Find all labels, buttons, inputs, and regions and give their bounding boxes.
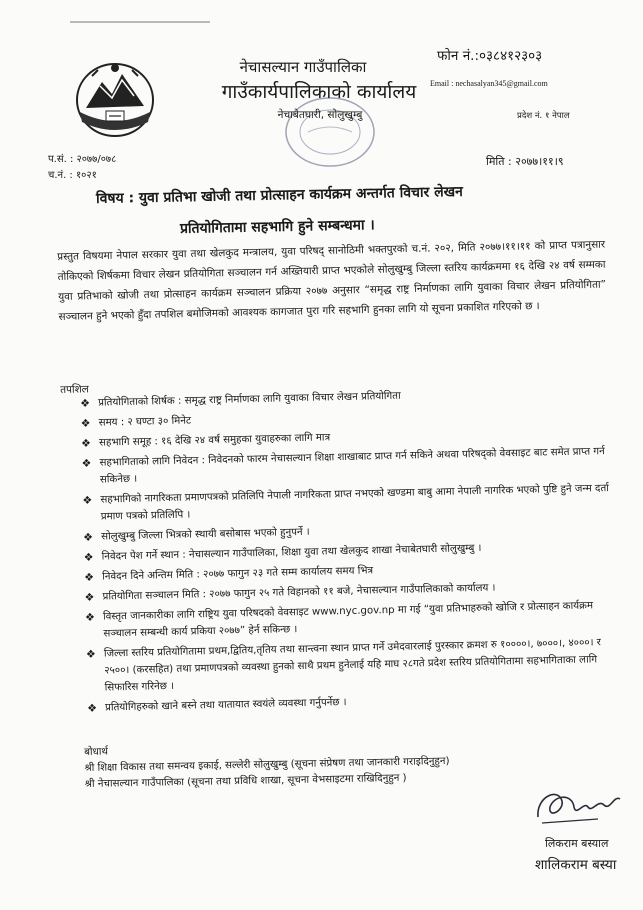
diamond-bullet-icon: ❖: [83, 530, 94, 544]
diamond-bullet-icon: ❖: [84, 610, 96, 624]
list-item: ❖ समय : २ घण्टा ३० मिनेट: [80, 415, 192, 430]
diamond-bullet-icon: ❖: [83, 570, 95, 584]
office-address: नेचाबेतघारी, सोलुखुम्बु: [277, 109, 363, 121]
list-item: ❖ सोलुखुम्बु जिल्ला भित्रको स्थायी बसोबास भएको हुनुपर्ने ।: [83, 526, 310, 544]
list-item: ❖ विस्तृत जानकारीका लागि राष्ट्रिय युवा परिषदको वेवसाइट www.nyc.gov.np मा गई “युवा प्रतिभाहरुको खोजि र प्रोत्साहन कार्यक्रम सञ्चालन सम्बन्धी कार्य प्रकिया २०७७” हेर्न सकिन्छ ।: [84, 600, 594, 640]
diamond-bullet-icon: ❖: [80, 416, 91, 430]
letter-date: मिति : २०७७।११।९: [486, 155, 564, 168]
phone-number: फोन नं.:०३८४१२३०३: [437, 48, 543, 64]
diamond-bullet-icon: ❖: [80, 436, 92, 450]
copy-to-line: श्री नेचासल्यान गाउँपालिका (सूचना तथा प्रविधि शाखा, सूचना वेभसाइटमा राखिदिनुहुन ): [84, 772, 407, 790]
email-address: Email : nechasalyan345@gmail.com: [430, 79, 548, 88]
province-label: प्रदेश नं. १ नेपाल: [517, 111, 570, 121]
office-stamp: [268, 92, 388, 172]
list-item: ❖ जिल्ला स्तरिय प्रतियोगितामा प्रथम,द्वितिय,तृतिय तथा सान्त्वना स्थान प्राप्त गर्ने उमेदवारलाई पुरस्कार क्रमश रु १००००।, ७०००।, ४०००। र २५००। (करसहित) तथा प्रमाणपत्रको व्यवस्था हुनको साथै प्रथम हुनेलाई यहि माघ २८गते प्रदेश स्तरिय प्रतियोगितामा सहभागिताका लागि सिफारिस गरिनेछ ।: [85, 637, 602, 694]
details-list: [80, 383, 625, 720]
signatory-name: शालिकराम बस्या: [535, 857, 617, 873]
subject-line-1: विषय : युवा प्रतिभा खोजी तथा प्रोत्साहन कार्यक्रम अन्तर्गत विचार लेखन: [95, 183, 464, 207]
details-heading: तपशिल: [60, 383, 89, 396]
subject-line-2: प्रतियोगितामा सहभागि हुने सम्बन्धमा ।: [179, 217, 375, 237]
body-paragraph: प्रस्तुत विषयमा नेपाल सरकार युवा तथा खेलकुद मन्त्रालय, युवा परिषद् सानोठिमी भक्तपुरको च.नं. २०२, मिति २०७७।११।११ को प्राप्त पत्रानुसार तोकिएको शिर्षकमा विचार लेखन प्रतियोगिता सञ्चालन गर्न अख्तियारी प्राप्त भएकोले सोलुखुम्बु जिल्ला स्तरिय कार्यक्रममा १६ देखि २४ वर्ष सम्मका युवा प्रतिभाको खोजी तथा प्रोत्साहन कार्यक्रम सञ्चालन प्रक्रिया २०७७ अनुसार “समृद्ध राष्ट्र निर्माणका लागि युवाका विचार लेखन प्रतियोगिता” सञ्चालन हुने भएको हुँदा तपशिल बमोजिमको आवश्यक कागजात पुरा गरि सहभागि हुनका लागि यो सूचना प्रकाशित गरिएको छ ।: [57, 238, 607, 323]
letter-reference-number: प.सं. : २०७७/०७८: [48, 154, 117, 165]
list-item: ❖ निवेदन दिने अन्तिम मिति : २०७७ फागुन २३ गते सम्म कार्यालय समय भित्र: [83, 565, 374, 584]
nepal-emblem-logo: [72, 56, 158, 140]
diamond-bullet-icon: ❖: [82, 493, 93, 507]
list-item: ❖ प्रतियोगिहरुको खाने बस्ने तथा यातायात स्वयंले व्यवस्था गर्नुपर्नेछ ।: [86, 697, 347, 715]
diamond-bullet-icon: ❖: [81, 456, 92, 470]
municipality-name: नेचासल्यान गाउँपालिका: [239, 58, 367, 76]
list-item: ❖ सहभागि समूह : १६ देखि २४ वर्ष समुहका युवाहरुका लागि मात्र: [80, 432, 331, 450]
letter-body: [57, 235, 607, 331]
list-item: ❖ सहभागिको नागरिकता प्रमाणपत्रको प्रतिलिपि नेपाली नागरिकता प्राप्त नभएको खण्डमा बाबु आमा नेपाली नागरिक भएको पुष्टि हुने जन्म दर्ता प्रमाण पत्रको प्रतिलिपि ।: [82, 483, 609, 523]
list-item: ❖ प्रतियोगिता सञ्चालन मिति : २०७७ फागुन २५ गते विहानको ११ बजे, नेचासल्यान गाउँपालिकाको कार्यालय ।: [84, 582, 496, 604]
copy-to-heading: बोधार्थ: [84, 746, 109, 758]
diamond-bullet-icon: ❖: [83, 550, 94, 564]
copy-to-line: श्री शिक्षा विकास तथा समन्वय इकाई, सल्लेरी सोलुखुम्बु (सूचना संप्रेषण तथा जानकारी गराइदिनुहुन): [84, 755, 450, 774]
diamond-bullet-icon: ❖: [84, 590, 95, 604]
handwritten-signature: [528, 777, 628, 837]
list-item: ❖ प्रतियोगिताको शिर्षक : समृद्ध राष्ट्र निर्माणका लागि युवाका विचार लेखन प्रतियोगिता: [80, 390, 401, 410]
list-item: ❖ सहभागिताको लागि निवेदन : निवेदनको फारम नेचासल्यान शिक्षा शाखाबाट प्राप्त गर्न सकिने अथवा परिषद्को वेवसाइट बाट समेत प्राप्त गर्न सकिनेछ ।: [81, 446, 605, 486]
top-rule: [10, 21, 600, 23]
diamond-bullet-icon: ❖: [86, 701, 98, 715]
diamond-bullet-icon: ❖: [80, 396, 91, 410]
office-name: गाउँकार्यपालिकाको कार्यालय: [221, 81, 417, 103]
dispatch-number: च.नं. : १०२१: [48, 170, 97, 181]
diamond-bullet-icon: ❖: [85, 647, 96, 661]
list-item: ❖ निवेदन पेश गर्ने स्थान : नेचासल्यान गाउँपालिका, शिक्षा युवा तथा खेलकुद शाखा नेचाबेतघारी सोलुखुम्बु ।: [83, 542, 482, 564]
signatory-name-partial: लिकराम बस्याल: [545, 837, 609, 850]
